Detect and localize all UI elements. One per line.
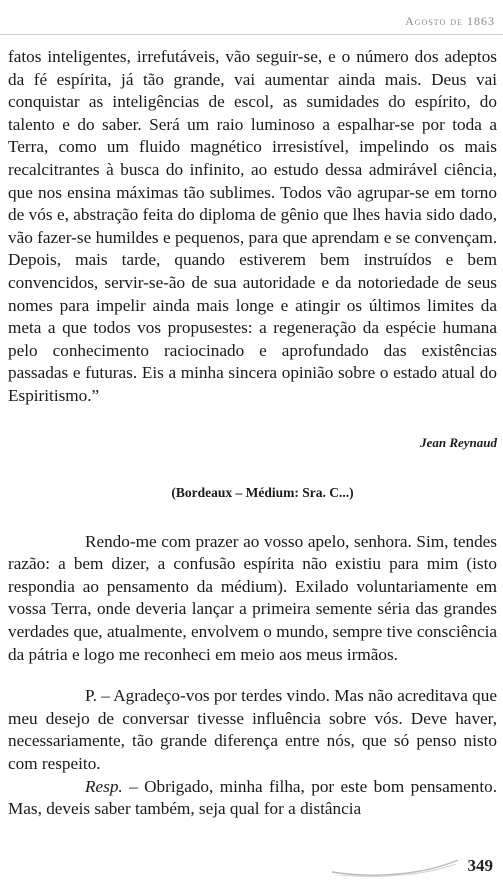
page-body	[8, 46, 497, 821]
running-header: Agosto de 1863	[405, 14, 495, 28]
response-label: Resp.	[85, 776, 123, 796]
paragraph-1: fatos inteligentes, irrefutáveis, vão seguir-se, e o número dos adeptos da fé espírita, já tão grande, vai aumentar ainda mais. Deus vai conquistar as inteligências de escol, as sumidades do espírito, do talento e do saber. Será um raio luminoso a espalhar-se por toda a Terra, como um fluido magnético irresistível, impelindo os mais recalcitrantes à busca do infinito, ao estudo dessa admirável ciência, que nos ensina máximas tão sublimes. Todos vão agrupar-se em torno de vós e, abstração feita do diploma de gênio que lhes havia sido dado, vão fazer-se humildes e pequenos, para que aprendam e se convençam. Depois, mais tarde, quando estiverem bem instruídos e bem convencidos, servir-se-ão de sua autoridade e da notoriedade de seus nomes para impelir ainda mais longe e atingir os últimos limites da meta a que todos vos propusestes: a regeneração da espécie humana pelo conhecimento raciocinado e aprofundado das existências passadas e futuras. Eis a minha sincera opinião sobre o estado atual do Espiritismo.”	[8, 47, 497, 405]
page-number: 349	[467, 856, 493, 875]
paragraph-2: Rendo-me com prazer ao vosso apelo, senhora. Sim, tendes razão: a bem dizer, a confusão espírita não existiu para mim (isto respondia ao pensamento da médium). Exilado voluntariamente em vossa Terra, onde deveria lançar a primeira semente séria das grandes verdades que, atualmente, envolvem o mundo, sempre tive consciência da pátria e logo me reconheci em meio aos meus irmãos.	[8, 531, 497, 664]
header-divider	[0, 34, 503, 35]
paragraph-4	[8, 776, 497, 821]
signature: Jean Reynaud	[420, 434, 497, 450]
section-title: (Bordeaux – Médium: Sra. C...)	[171, 485, 354, 501]
footer-swoosh-ornament	[330, 856, 460, 878]
paragraph-4-text: – Obrigado, minha filha, por este bom pensamento. Mas, deveis saber também, seja qual for a distância	[8, 776, 497, 819]
paragraph-3: P. – Agradeço-vos por terdes vindo. Mas não acreditava que meu desejo de conversar tivesse influência sobre vós. Deve haver, necessariamente, tão grande diferença entre nós, que só penso nisto com respeito.	[8, 686, 497, 774]
